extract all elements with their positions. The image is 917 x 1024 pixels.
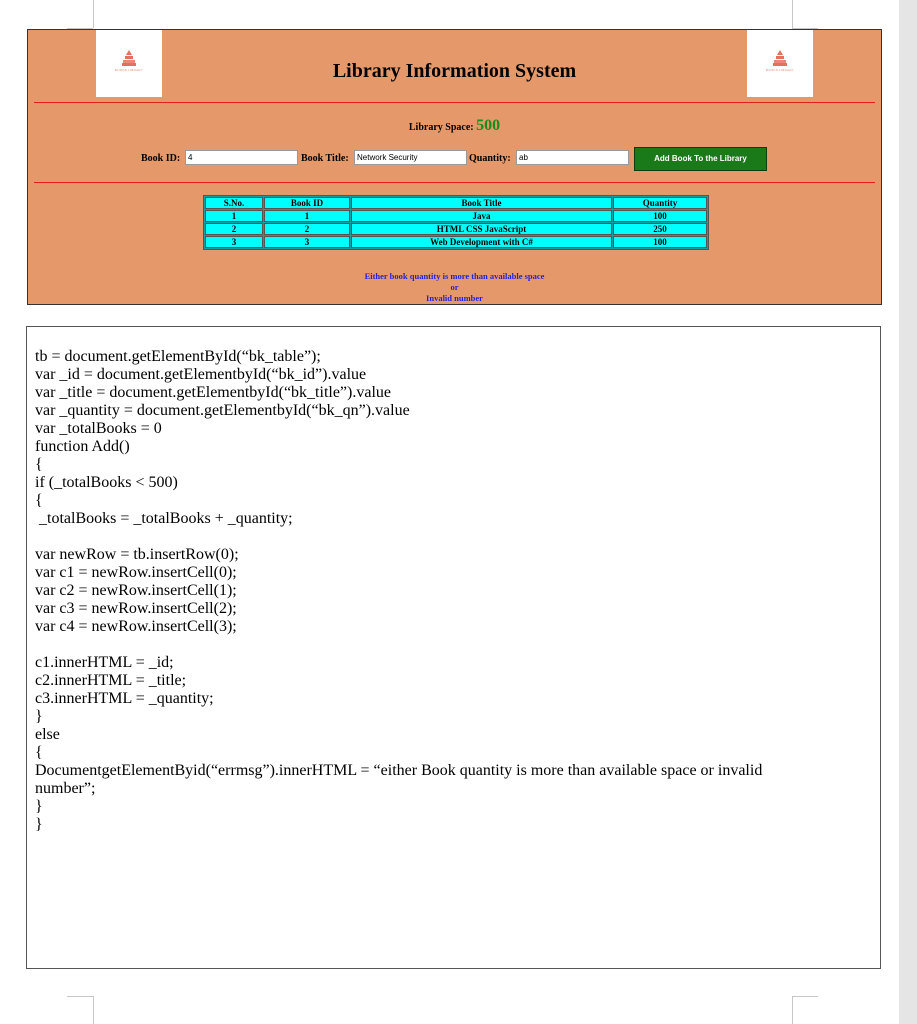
library-logo-left: BOOKS LIBRARY [96, 30, 162, 97]
code-line: c2.innerHTML = _title; [35, 672, 187, 689]
library-space-value: 500 [476, 117, 501, 134]
book-id-label: Book ID: [141, 153, 181, 164]
table-cell: 1 [205, 210, 263, 222]
code-line: { [35, 456, 43, 473]
table-cell: 100 [613, 236, 707, 248]
code-line: tb = document.getElementById(“bk_table”); [35, 348, 321, 365]
column-header: Book ID [264, 197, 350, 209]
code-line: var _quantity = document.getElementbyId(“bk_qn”).value [35, 402, 410, 419]
code-line: } [35, 708, 43, 725]
code-line: var c1 = newRow.insertCell(0); [35, 564, 237, 581]
code-line: var c2 = newRow.insertCell(1); [35, 582, 237, 599]
books-table [203, 195, 709, 250]
code-line: } [35, 816, 43, 833]
table-row [205, 210, 707, 222]
crop-mark [792, 996, 793, 1024]
table-cell: 3 [205, 236, 263, 248]
code-line: c1.innerHTML = _id; [35, 654, 174, 671]
page-title: Library Information System [332, 60, 577, 82]
code-line: _totalBooks = _totalBooks + _quantity; [35, 510, 293, 527]
column-header: S.No. [205, 197, 263, 209]
code-line: c3.innerHTML = _quantity; [35, 690, 214, 707]
code-line: var c4 = newRow.insertCell(3); [35, 618, 237, 635]
book-id-input[interactable]: 4 [185, 150, 298, 165]
error-line: Either book quantity is more than available space [364, 271, 545, 281]
code-line: { [35, 744, 43, 761]
code-block [26, 326, 881, 969]
quantity-label: Quantity: [469, 153, 511, 164]
crop-mark [93, 0, 94, 28]
error-line: or [450, 282, 459, 292]
code-line: DocumentgetElementByid(“errmsg”).innerHTML = “either Book quantity is more than available space or invalid [35, 762, 763, 779]
code-line: function Add() [35, 438, 130, 455]
table-row [205, 236, 707, 248]
vertical-scrollbar[interactable] [899, 0, 917, 1024]
library-space-label: Library Space: [408, 122, 474, 133]
code-line: var newRow = tb.insertRow(0); [35, 546, 239, 563]
add-book-button[interactable]: Add Book To the Library [634, 147, 767, 171]
divider [34, 102, 875, 103]
library-space [28, 117, 881, 135]
code-line [35, 636, 762, 654]
code-line: var _id = document.getElementbyId(“bk_id”).value [35, 366, 367, 383]
crop-mark [67, 996, 93, 997]
book-title-input[interactable]: Network Security [354, 150, 467, 165]
table-cell: Web Development with C# [351, 236, 612, 248]
code-line: var _totalBooks = 0 [35, 420, 162, 437]
column-header: Book Title [351, 197, 612, 209]
error-line: Invalid number [426, 293, 483, 303]
crop-mark [792, 0, 793, 28]
code-line [35, 528, 762, 546]
code-line: if (_totalBooks < 500) [35, 474, 178, 491]
table-cell: 2 [205, 223, 263, 235]
divider [34, 182, 875, 183]
code-line: var c3 = newRow.insertCell(2); [35, 600, 237, 617]
table-cell: 100 [613, 210, 707, 222]
quantity-input[interactable]: ab [516, 150, 629, 165]
table-cell: 3 [264, 236, 350, 248]
error-message [28, 271, 881, 304]
table-cell: 1 [264, 210, 350, 222]
table-cell: 250 [613, 223, 707, 235]
column-header: Quantity [613, 197, 707, 209]
code-line: number”; [35, 780, 96, 797]
code-line: var _title = document.getElementbyId(“bk_title”).value [35, 384, 392, 401]
table-cell: 2 [264, 223, 350, 235]
crop-mark [792, 996, 818, 997]
code-line: else [35, 726, 60, 743]
table-cell: Java [351, 210, 612, 222]
crop-mark [93, 996, 94, 1024]
code-line: { [35, 492, 43, 509]
table-cell: HTML CSS JavaScript [351, 223, 612, 235]
book-title-label: Book Title: [301, 153, 349, 164]
library-app-screenshot [27, 29, 882, 305]
library-logo-right: BOOKS LIBRARY [747, 30, 813, 97]
code-line: } [35, 798, 43, 815]
table-row [205, 223, 707, 235]
code-lines [35, 348, 762, 834]
table-header-row [205, 197, 707, 209]
